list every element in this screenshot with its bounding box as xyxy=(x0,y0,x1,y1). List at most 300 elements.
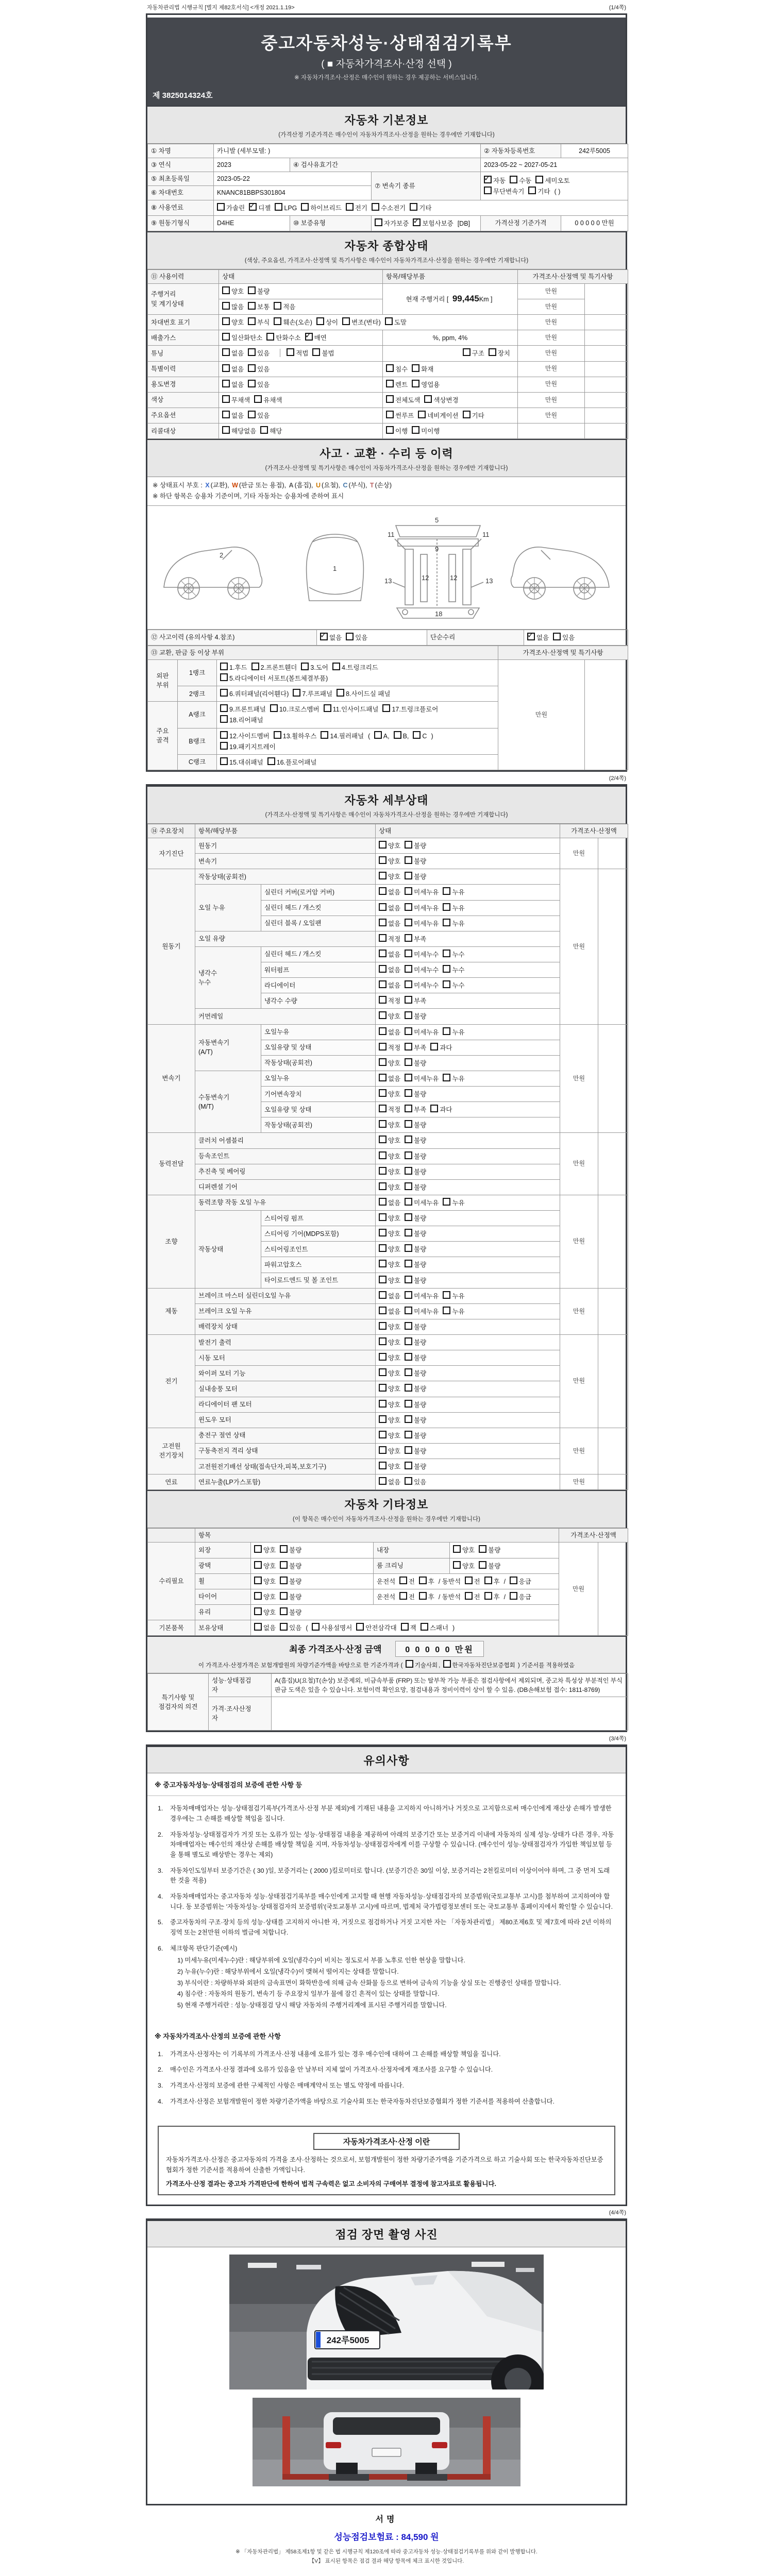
inspection-photos xyxy=(147,2247,626,2504)
checkbox-17.트렁크플로어[interactable]: 17.트렁크플로어 xyxy=(382,704,438,714)
checkbox-없음[interactable]: 없음 xyxy=(254,1623,276,1633)
checkbox-12.사이드멤버[interactable]: 12.사이드멤버 xyxy=(220,731,270,741)
checkbox-불량[interactable]: 불량 xyxy=(248,286,270,296)
table-cell: 고전원 전기장치 xyxy=(148,1428,195,1474)
table-cell xyxy=(376,1102,560,1117)
checkbox-9.프론트패널[interactable]: 9.프론트패널 xyxy=(220,704,266,714)
table-cell: 브레이크 오일 누유 xyxy=(195,1303,376,1319)
checkbox-있음[interactable]: 있음 xyxy=(280,1623,301,1633)
checkbox-미세누유[interactable]: 미세누유 xyxy=(405,903,439,913)
checkbox-LPG[interactable]: LPG xyxy=(275,203,297,213)
checkbox-있음[interactable]: 있음 xyxy=(248,348,270,358)
checkbox-양호[interactable]: 양호 xyxy=(379,1368,400,1378)
checkbox-양호[interactable]: 양호 xyxy=(453,1561,475,1571)
table-cell: 휠 xyxy=(195,1573,251,1589)
checkbox-전체도색[interactable]: 전체도색 xyxy=(386,395,420,405)
checkbox-하이브리드[interactable]: 하이브리드 xyxy=(301,203,341,213)
notice-item: 2. 자동차성능·상태점검자가 거짓 또는 오류가 있는 성능·상태점검 내용을 제공하여 아래의 보증기간 또는 보증거리 이내에 자동차의 실제 성능·상태가 다른 경우, 자동차매매업자는 매수인의 재산상 손해를 배상할 책임을 지며, 자동차성능·상태점검자에게 이를 구상할 수 있습니다. (매수인이 성능·상태점검자가 가입한 책임보험 등을 통해 별도로 배상받는 경우는 제외) xyxy=(158,1831,614,1859)
table-cell: 상태 xyxy=(376,824,560,838)
checkbox-변조(변타)[interactable]: 변조(변타) xyxy=(342,317,381,327)
table-cell xyxy=(383,392,518,408)
checkbox-불량[interactable]: 불량 xyxy=(280,1577,301,1586)
checkbox-훼손(오손)[interactable]: 훼손(오손) xyxy=(274,317,312,327)
checkbox-불량[interactable]: 불량 xyxy=(405,1260,426,1269)
checkbox-불량[interactable]: 불량 xyxy=(405,1136,426,1145)
table-cell xyxy=(219,377,383,392)
table-cell: 차대번호 표기 xyxy=(148,315,219,330)
checkbox-미세누유[interactable]: 미세누유 xyxy=(405,1291,439,1301)
footer-line: 【V】 표시된 항목은 점검 결과 해당 항목에 체크 표시한 것입니다. xyxy=(309,2557,464,2564)
checkbox-있음[interactable]: 있음 xyxy=(346,633,367,642)
checkbox-불량[interactable]: 불량 xyxy=(280,1561,301,1571)
checkbox-없음[interactable]: ✓ 없음 xyxy=(320,633,342,642)
checkbox-수소전기[interactable]: 수소전기 xyxy=(372,203,406,213)
photos-header xyxy=(147,2220,626,2247)
checkbox-누유[interactable]: 누유 xyxy=(443,1307,464,1316)
checkbox-미세누수[interactable]: 미세누수 xyxy=(405,980,439,990)
checkbox-C[interactable]: C xyxy=(413,731,427,741)
checkbox-한국자동차진단보증협회[interactable]: 한국자동차진단보증협회 xyxy=(443,1660,515,1669)
checkbox-영업용[interactable]: 영업용 xyxy=(412,380,440,389)
checkbox-불량[interactable]: 불량 xyxy=(405,1337,426,1347)
checkbox-전기[interactable]: 전기 xyxy=(346,203,367,213)
table-cell: 유리 xyxy=(195,1604,251,1620)
checkbox-전[interactable]: 전 xyxy=(465,1577,480,1586)
checkbox-부족[interactable]: 부족 xyxy=(405,1043,426,1053)
checkbox-양호[interactable]: 양호 xyxy=(379,1182,400,1192)
checkbox-양호[interactable]: 양호 xyxy=(379,1431,400,1440)
checkbox-전[interactable]: 전 xyxy=(399,1592,415,1602)
inspection-photo-rear xyxy=(253,2398,520,2486)
checkbox-적음[interactable]: 적음 xyxy=(274,302,295,312)
checkbox-양호[interactable]: 양호 xyxy=(379,1400,400,1410)
checkbox-불량[interactable]: 불량 xyxy=(405,1229,426,1239)
checkbox-양호[interactable]: 양호 xyxy=(222,317,244,327)
checkbox-가솔린[interactable]: 가솔린 xyxy=(217,203,245,213)
damage-code-label: (요철), xyxy=(322,482,342,489)
checkbox-없음[interactable]: 없음 xyxy=(379,965,400,975)
checkbox-적정[interactable]: 적정 xyxy=(379,934,400,944)
table-cell: 자동변속기 (A/T) xyxy=(195,1024,261,1071)
table-cell xyxy=(585,659,628,770)
table-cell: D4HE xyxy=(214,215,290,231)
table-cell xyxy=(598,869,628,1024)
checkbox-있음[interactable]: 있음 xyxy=(405,1477,426,1487)
table-cell xyxy=(251,1543,374,1558)
checkbox-양호[interactable]: 양호 xyxy=(379,872,400,882)
checkbox-이행[interactable]: 이행 xyxy=(386,426,408,436)
checkbox-전[interactable]: 전 xyxy=(399,1577,415,1586)
table-cell: 자기진단 xyxy=(148,838,195,869)
checkbox-미세누유[interactable]: 미세누유 xyxy=(405,1307,439,1316)
checkbox-없음[interactable]: 없음 xyxy=(379,1198,400,1208)
checkbox-보험사보증[interactable]: ✓ 보험사보증 xyxy=(413,218,453,228)
form-reference: 자동차관리법 시행규칙 [별지 제82호서식] <개정 2021.1.19> xyxy=(147,5,295,11)
checkbox-안전삼각대[interactable]: 안전삼각대 xyxy=(356,1623,396,1633)
checkbox-6.쿼터패널(리어휀다)[interactable]: 6.쿼터패널(리어휀다) xyxy=(220,689,289,699)
checkbox-네비게이션[interactable]: 네비게이션 xyxy=(418,411,458,420)
checkbox-불량[interactable]: 불량 xyxy=(405,1120,426,1130)
checkbox-불량[interactable]: 불량 xyxy=(405,1058,426,1068)
checkbox-양호[interactable]: 양호 xyxy=(379,1244,400,1254)
checkbox-누수[interactable]: 누수 xyxy=(443,965,464,975)
table-cell: 만원 xyxy=(518,283,585,299)
checkbox-유채색[interactable]: 유채색 xyxy=(254,395,282,405)
checkbox-양호[interactable]: 양호 xyxy=(254,1561,276,1571)
checkbox-양호[interactable]: 양호 xyxy=(379,1337,400,1347)
table-cell: 작동상태(공회전) xyxy=(261,1055,376,1071)
checkbox-미세누유[interactable]: 미세누유 xyxy=(405,919,439,928)
checkbox-적정[interactable]: 적정 xyxy=(379,1043,400,1053)
checkbox-없음[interactable]: 없음 xyxy=(222,380,244,389)
checkbox-2.프론트휀더[interactable]: 2.프론트휀더 xyxy=(251,663,297,672)
checkbox-구조[interactable]: 구조 xyxy=(463,348,484,358)
table-cell: ⑭ 주요장치 xyxy=(148,824,195,838)
checkbox-적정[interactable]: 적정 xyxy=(379,1105,400,1114)
checkbox-적법[interactable]: 적법 xyxy=(287,348,308,358)
damage-code-U: U xyxy=(316,482,321,489)
checkbox-불량[interactable]: 불량 xyxy=(405,1322,426,1332)
table-cell: ⑤ 최초등록일 xyxy=(148,172,214,186)
checkbox-매연[interactable]: ✓ 매연 xyxy=(305,333,327,343)
checkbox-없음[interactable]: 없음 xyxy=(379,1027,400,1037)
table-cell xyxy=(383,408,518,423)
checkbox-응급[interactable]: 응급 xyxy=(510,1577,531,1586)
checkbox-미세누유[interactable]: 미세누유 xyxy=(405,887,439,897)
text: / xyxy=(503,1578,508,1585)
checkbox-무채색[interactable]: 무채색 xyxy=(222,395,250,405)
checkbox-누유[interactable]: 누유 xyxy=(443,903,464,913)
checkbox-기타[interactable]: 기타 xyxy=(410,203,431,213)
checkbox-일산화탄소[interactable]: 일산화탄소 xyxy=(222,333,262,343)
checkbox-도말[interactable]: 도말 xyxy=(385,317,407,327)
checkbox-불량[interactable]: 불량 xyxy=(405,1011,426,1021)
checkbox-없음[interactable]: 없음 xyxy=(379,950,400,959)
checkbox-미세누수[interactable]: 미세누수 xyxy=(405,965,439,975)
text: 운전석 xyxy=(377,1578,397,1585)
checkbox-스패너[interactable]: 스패너 xyxy=(421,1623,448,1633)
checkbox-불량[interactable]: 불량 xyxy=(405,1353,426,1363)
table-cell xyxy=(376,962,560,978)
checkbox-양호[interactable]: 양호 xyxy=(379,1229,400,1239)
checkbox-부족[interactable]: 부족 xyxy=(405,1105,426,1114)
checkbox-상이[interactable]: 상이 xyxy=(316,317,338,327)
table-cell: 만원 xyxy=(560,869,598,1024)
table-cell xyxy=(376,1303,560,1319)
checkbox-불량[interactable]: 불량 xyxy=(405,1384,426,1394)
checkbox-양호[interactable]: 양호 xyxy=(453,1545,475,1555)
checkbox-양호[interactable]: 양호 xyxy=(254,1577,276,1586)
info-box-bold: 가격조사·산정 결과는 중고차 가격판단에 한하여 법적 구속력은 없고 소비자의 구매여부 결정에 참고자료로 활용됩니다. xyxy=(166,2180,496,2188)
checkbox-양호[interactable]: 양호 xyxy=(379,1353,400,1363)
svg-text:5: 5 xyxy=(435,516,439,524)
checkbox-없음[interactable]: 없음 xyxy=(222,348,244,358)
checkbox-렌트[interactable]: 렌트 xyxy=(386,380,408,389)
checkbox-후[interactable]: 후 xyxy=(484,1577,500,1586)
table-cell: 리콜대상 xyxy=(148,423,219,439)
table-cell: 상태 xyxy=(219,269,383,283)
checkbox-양호[interactable]: 양호 xyxy=(379,1276,400,1285)
checkbox-양호[interactable]: 양호 xyxy=(254,1607,276,1617)
checkbox-불량[interactable]: 불량 xyxy=(405,1415,426,1425)
checkbox-16.플로어패널[interactable]: 16.플로어패널 xyxy=(267,757,317,767)
checkbox-7.루프패널[interactable]: 7.루프패널 xyxy=(293,689,332,699)
checkbox-양호[interactable]: 양호 xyxy=(379,856,400,866)
checkbox-양호[interactable]: 양호 xyxy=(379,1136,400,1145)
checkbox-없음[interactable]: 없음 xyxy=(379,919,400,928)
checkbox-과다[interactable]: 과다 xyxy=(430,1105,452,1114)
checkbox-누유[interactable]: 누유 xyxy=(443,1074,464,1083)
section-overall-title: 자동차 종합상태 xyxy=(344,239,429,252)
checkbox-불량[interactable]: 불량 xyxy=(405,1368,426,1378)
checkbox-세미오토[interactable]: 세미오토 xyxy=(535,176,569,185)
checkbox-B,[interactable]: B, xyxy=(394,731,409,741)
checkbox-해당없음[interactable]: 해당없음 xyxy=(222,426,256,436)
checkbox-누유[interactable]: 누유 xyxy=(443,1291,464,1301)
checkbox-양호[interactable]: 양호 xyxy=(379,1260,400,1269)
checkbox-사용설명서[interactable]: 사용설명서 xyxy=(312,1623,352,1633)
checkbox-불량[interactable]: 불량 xyxy=(405,1462,426,1471)
checkbox-불량[interactable]: 불량 xyxy=(405,1431,426,1440)
table-cell xyxy=(376,1428,560,1443)
checkbox-미세누유[interactable]: 미세누유 xyxy=(405,1027,439,1037)
checkbox-자동[interactable]: ✓자동 xyxy=(484,176,506,185)
checkbox-8.사이드실 패널[interactable]: 8.사이드실 패널 xyxy=(337,689,390,699)
checkbox-불량[interactable]: 불량 xyxy=(405,1400,426,1410)
inspection-photo-front xyxy=(229,2255,544,2389)
checkbox-적정[interactable]: 적정 xyxy=(379,996,400,1006)
checkbox-불량[interactable]: 불량 xyxy=(405,1167,426,1177)
checkbox-양호[interactable]: 양호 xyxy=(379,1089,400,1099)
checkbox-누유[interactable]: 누유 xyxy=(443,919,464,928)
checkbox-없음[interactable]: 없음 xyxy=(222,411,244,420)
table-cell: 만원 xyxy=(560,1195,598,1288)
checkbox-11.인사이드패널[interactable]: 11.인사이드패널 xyxy=(324,704,379,714)
table-cell: 외장 xyxy=(195,1543,251,1558)
checkbox-불량[interactable]: 불량 xyxy=(405,841,426,851)
table-cell xyxy=(376,885,560,900)
checkbox-없음[interactable]: 없음 xyxy=(379,1477,400,1487)
checkbox-기술사회[interactable]: 기술사회 xyxy=(406,1660,438,1669)
checkbox-3.도어[interactable]: 3.도어 xyxy=(301,663,328,672)
checkbox-불량[interactable]: 불량 xyxy=(405,1276,426,1285)
checkbox-13.휠하우스[interactable]: 13.휠하우스 xyxy=(274,731,317,741)
table-cell xyxy=(251,1620,559,1636)
checkbox-양호[interactable]: 양호 xyxy=(379,1446,400,1456)
checkbox-부족[interactable]: 부족 xyxy=(405,934,426,944)
checkbox-양호[interactable]: 양호 xyxy=(379,1167,400,1177)
checkbox-디젤[interactable]: ✓ 디젤 xyxy=(249,203,271,213)
checkbox-불량[interactable]: 불량 xyxy=(405,1151,426,1161)
checkbox-누수[interactable]: 누수 xyxy=(443,950,464,959)
checkbox-없음[interactable]: 없음 xyxy=(379,903,400,913)
checkbox-불량[interactable]: 불량 xyxy=(479,1545,500,1555)
checkbox-19.패키지트레이[interactable]: 19.패키지트레이 xyxy=(220,742,276,752)
checkbox-불량[interactable]: 불량 xyxy=(405,1182,426,1192)
checkbox-없음[interactable]: ✓ 없음 xyxy=(527,633,549,642)
checkbox-누수[interactable]: 누수 xyxy=(443,980,464,990)
checkbox-없음[interactable]: 없음 xyxy=(379,1291,400,1301)
checkbox-응급[interactable]: 응급 xyxy=(510,1592,531,1602)
checkbox-18.리어패널[interactable]: 18.리어패널 xyxy=(220,715,263,725)
checkbox-부족[interactable]: 부족 xyxy=(405,996,426,1006)
table-cell: 오일유량 및 상태 xyxy=(261,1040,376,1055)
comma: , xyxy=(439,1663,441,1669)
checkbox-전[interactable]: 전 xyxy=(465,1592,480,1602)
table-cell: 항목/해당부품 xyxy=(383,269,518,283)
checkbox-불량[interactable]: 불량 xyxy=(479,1561,500,1571)
misc-info-table xyxy=(147,1528,628,1636)
checkbox-양호[interactable]: 양호 xyxy=(379,1213,400,1223)
checkbox-침수[interactable]: 침수 xyxy=(386,364,408,374)
checkbox-많음[interactable]: 많음 xyxy=(222,302,244,312)
checkbox-불량[interactable]: 불량 xyxy=(405,856,426,866)
checkbox-없음[interactable]: 없음 xyxy=(379,887,400,897)
checkbox-양호[interactable]: 양호 xyxy=(379,841,400,851)
checkbox-후[interactable]: 후 xyxy=(484,1592,500,1602)
field-car-name-label: ① 차명 xyxy=(148,144,214,158)
svg-text:13: 13 xyxy=(384,577,392,585)
checkbox-무단변속기[interactable]: 무단변속기 xyxy=(484,187,524,196)
checkbox-기타[interactable]: 기타 xyxy=(528,187,550,196)
checkbox-10.크로스멤버[interactable]: 10.크로스멤버 xyxy=(270,704,320,714)
checkbox-후[interactable]: 후 xyxy=(419,1577,434,1586)
checkbox-양호[interactable]: 양호 xyxy=(379,1151,400,1161)
damage-code-W: W xyxy=(232,482,238,489)
checkbox-있음[interactable]: 있음 xyxy=(248,411,270,420)
table-cell xyxy=(481,172,628,200)
checkbox-불량[interactable]: 불량 xyxy=(280,1545,301,1555)
checkbox-색상변경[interactable]: 색상변경 xyxy=(424,395,458,405)
table-cell: 발전기 출력 xyxy=(195,1335,376,1350)
checkbox-불량[interactable]: 불량 xyxy=(405,1213,426,1223)
damage-code-label: (교환), xyxy=(210,482,231,489)
checkbox-양호[interactable]: 양호 xyxy=(379,1120,400,1130)
checkbox-불법[interactable]: 불법 xyxy=(312,348,334,358)
checkbox-A,[interactable]: A, xyxy=(374,731,390,741)
checkbox-후[interactable]: 후 xyxy=(419,1592,434,1602)
checkbox-1.후드[interactable]: 1.후드 xyxy=(220,663,247,672)
checkbox-양호[interactable]: 양호 xyxy=(254,1592,276,1602)
checkbox-보통[interactable]: 보통 xyxy=(248,302,270,312)
checkbox-불량[interactable]: 불량 xyxy=(280,1607,301,1617)
checkbox-잭[interactable]: 잭 xyxy=(401,1623,416,1633)
checkbox-해당[interactable]: 해당 xyxy=(260,426,282,436)
checkbox-양호[interactable]: 양호 xyxy=(379,1322,400,1332)
overall-condition-table xyxy=(147,269,628,439)
table-cell: 오일 누유 xyxy=(195,885,261,931)
table-cell: 구동축전지 격리 상태 xyxy=(195,1443,376,1459)
checkbox-양호[interactable]: 양호 xyxy=(222,286,244,296)
checkbox-15.대쉬패널[interactable]: 15.대쉬패널 xyxy=(220,757,263,767)
table-cell: ③ 연식 xyxy=(148,158,214,172)
table-cell: 작동상태(공회전) xyxy=(261,1117,376,1133)
table-cell: 보유상태 xyxy=(195,1620,251,1636)
table-cell: ④ 검사유효기간 xyxy=(290,158,481,172)
table-cell xyxy=(383,423,518,439)
checkbox-썬루프[interactable]: 썬루프 xyxy=(386,411,414,420)
checkbox-누유[interactable]: 누유 xyxy=(443,1198,464,1208)
text: Km ] xyxy=(479,296,493,303)
table-cell xyxy=(598,1195,628,1288)
checkbox-있음[interactable]: 있음 xyxy=(248,364,270,374)
checkbox-장치[interactable]: 장치 xyxy=(489,348,510,358)
notice-head-1: ※ 중고자동차성능·상태점검의 보증에 관한 사항 등 xyxy=(147,1773,626,1796)
checkbox-양호[interactable]: 양호 xyxy=(254,1545,276,1555)
text: ) xyxy=(431,732,433,740)
svg-text:2: 2 xyxy=(220,551,224,559)
table-cell xyxy=(376,1226,560,1242)
checkbox-부식[interactable]: 부식 xyxy=(248,317,270,327)
checkbox-14.필러패널[interactable]: 14.필러패널 xyxy=(321,731,364,741)
checkbox-양호[interactable]: 양호 xyxy=(379,1415,400,1425)
checkbox-양호[interactable]: 양호 xyxy=(379,1011,400,1021)
checkbox-탄화수소[interactable]: 탄화수소 xyxy=(266,333,300,343)
damage-code-label: (판금 또는 용접), xyxy=(239,482,288,489)
checkbox-5.라디에이터 서포트(볼트체결부품)[interactable]: 5.라디에이터 서포트(볼트체결부품) xyxy=(220,673,328,683)
checkbox-불량[interactable]: 불량 xyxy=(280,1592,301,1602)
checkbox-화재[interactable]: 화재 xyxy=(412,364,433,374)
checkbox-양호[interactable]: 양호 xyxy=(379,1462,400,1471)
table-cell xyxy=(598,1335,628,1428)
table-cell: 만원 xyxy=(560,838,598,869)
checkbox-미세누유[interactable]: 미세누유 xyxy=(405,1074,439,1083)
checkbox-불량[interactable]: 불량 xyxy=(405,1089,426,1099)
checkbox-있음[interactable]: 있음 xyxy=(248,380,270,389)
text: / 동반석 xyxy=(438,1593,463,1601)
table-cell: 2023-05-22 ~ 2027-05-21 xyxy=(481,158,628,172)
checkbox-없음[interactable]: 없음 xyxy=(222,364,244,374)
table-cell: 타이어 xyxy=(195,1589,251,1604)
table-cell xyxy=(376,1148,560,1164)
checkbox-미이행[interactable]: 미이행 xyxy=(412,426,440,436)
document-title: 중고자동차성능·상태점검기록부 xyxy=(261,33,512,53)
checkbox-양호[interactable]: 양호 xyxy=(379,1058,400,1068)
signature-label: 서명 xyxy=(375,2515,398,2524)
checkbox-수동[interactable]: 수동 xyxy=(510,176,531,185)
table-cell xyxy=(598,1543,628,1636)
checkbox-누유[interactable]: 누유 xyxy=(443,1027,464,1037)
table-cell: 워터펌프 xyxy=(261,962,376,978)
checkbox-있음[interactable]: 있음 xyxy=(553,633,575,642)
checkbox-기타[interactable]: 기타 xyxy=(463,411,484,420)
checkbox-과다[interactable]: 과다 xyxy=(430,1043,452,1053)
title-band xyxy=(147,15,626,106)
checkbox-누유[interactable]: 누유 xyxy=(443,887,464,897)
checkbox-미세누유[interactable]: 미세누유 xyxy=(405,1198,439,1208)
checkbox-없음[interactable]: 없음 xyxy=(379,1074,400,1083)
price-survey-info-box xyxy=(158,2126,615,2195)
table-cell xyxy=(251,1589,374,1604)
table-cell xyxy=(376,1443,560,1459)
table-cell: 만원 xyxy=(518,330,585,346)
table-cell xyxy=(598,1288,628,1334)
checkbox-없음[interactable]: 없음 xyxy=(379,1307,400,1316)
checkbox-없음[interactable]: 없음 xyxy=(379,980,400,990)
page-mark-2: (2/4쪽) xyxy=(609,775,626,782)
checkbox-불량[interactable]: 불량 xyxy=(405,872,426,882)
checkbox-자가보증[interactable]: 자가보증 xyxy=(375,218,409,228)
notice-item: 2. 매수인은 가격조사·산정 결과에 오류가 있음을 안 날부터 지체 없이 가격조사·산정자에게 재조사를 요구할 수 있습니다. xyxy=(158,2066,493,2074)
checkbox-불량[interactable]: 불량 xyxy=(405,1244,426,1254)
checkbox-미세누수[interactable]: 미세누수 xyxy=(405,950,439,959)
table-cell xyxy=(376,993,560,1009)
checkbox-4.트렁크리드[interactable]: 4.트렁크리드 xyxy=(332,663,378,672)
table-cell: 가격조사·산정액 및 특기사항 xyxy=(518,269,628,283)
checkbox-불량[interactable]: 불량 xyxy=(405,1446,426,1456)
checkbox-양호[interactable]: 양호 xyxy=(379,1384,400,1394)
table-cell xyxy=(219,315,518,330)
